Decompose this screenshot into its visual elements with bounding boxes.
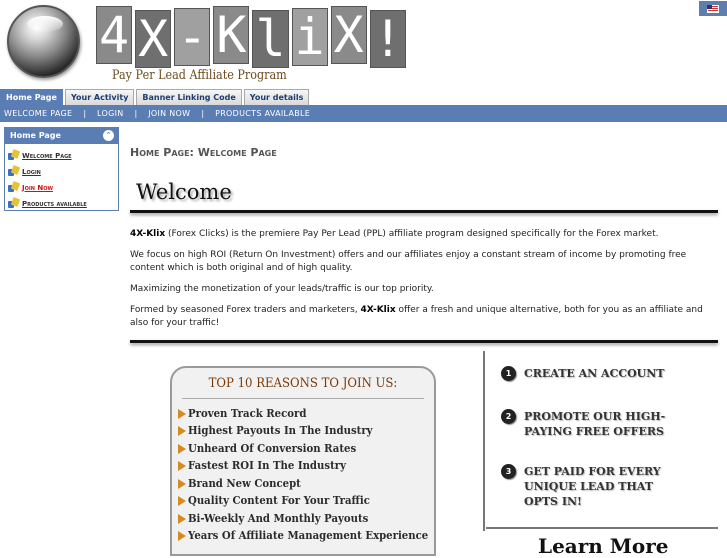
nav-login[interactable]: LOGIN: [97, 109, 124, 118]
divider: [130, 210, 718, 213]
paragraph-text: Maximizing the monetization of your leads/traffic is our top priority.: [130, 284, 434, 294]
main-tabs: [0, 89, 311, 105]
paragraph-text: offer a fresh and unique alternative, both for you as an affiliate and also for your traffic!: [130, 305, 703, 328]
arrow-right-icon: [178, 479, 186, 489]
step-number: 2: [501, 409, 516, 424]
tab-your-activity[interactable]: Your Activity: [65, 89, 134, 105]
sidebar-item-label[interactable]: Products available: [22, 199, 87, 208]
arrow-right-icon: [178, 531, 186, 541]
reason-text: Unheard Of Conversion Rates: [188, 442, 357, 455]
step-get-paid: [501, 464, 661, 509]
reason-text: Fastest ROI In The Industry: [188, 459, 346, 472]
reason-item: [178, 407, 317, 420]
arrow-right-icon: [178, 514, 186, 524]
reasons-title: TOP 10 REASONS TO JOIN US:: [208, 376, 398, 391]
learn-more-link[interactable]: Learn More: [538, 534, 669, 558]
site-logo[interactable]: [96, 6, 409, 68]
users-icon: [8, 198, 19, 209]
intro-paragraph: [130, 228, 720, 241]
reason-item: [178, 529, 449, 542]
sidebar-header: [5, 128, 118, 144]
paragraph-text: (Forex Clicks) is the premiere Pay Per Lead (PPL) affiliate program designed specifically for the Forex market.: [165, 229, 659, 239]
nav-products-available[interactable]: PRODUCTS AVAILABLE: [215, 109, 311, 118]
step-text: GET PAID FOR EVERY UNIQUE LEAD THAT OPTS IN!: [524, 465, 661, 508]
logo-letter: !: [370, 10, 406, 68]
logo-letter: l: [252, 10, 288, 68]
closing-paragraph: [130, 304, 720, 330]
collapse-icon[interactable]: ⌃: [103, 130, 114, 141]
reason-item: [178, 424, 389, 437]
arrow-right-icon: [178, 461, 186, 471]
sidebar-item-products-available[interactable]: [5, 196, 118, 211]
nav-separator: |: [83, 109, 87, 118]
logo-letter: 4: [96, 6, 132, 64]
users-icon: [8, 182, 19, 193]
reason-item: [178, 477, 311, 490]
step-promote-offers: [501, 409, 665, 439]
arrow-right-icon: [178, 409, 186, 419]
arrow-right-icon: [178, 444, 186, 454]
sidebar-item-login[interactable]: [5, 164, 118, 179]
reason-text: Bi-Weekly And Monthly Payouts: [188, 512, 369, 525]
nav-join-now[interactable]: JOIN NOW: [148, 109, 191, 118]
sidebar-item-label[interactable]: Join Now: [22, 183, 53, 192]
sidebar-item-label[interactable]: Welcome Page: [22, 151, 72, 160]
logo-letter: i: [292, 8, 328, 66]
arrow-right-icon: [178, 496, 186, 506]
step-number: 3: [501, 464, 516, 479]
divider: [483, 351, 485, 531]
step-text: PROMOTE OUR HIGH- PAYING FREE OFFERS: [524, 410, 666, 438]
reasons-panel: [170, 366, 436, 556]
reason-item: [178, 512, 384, 525]
reason-text: Proven Track Record: [188, 407, 307, 420]
tab-home-page[interactable]: Home Page: [0, 89, 63, 105]
tab-banner-linking-code[interactable]: Banner Linking Code: [136, 89, 241, 105]
reason-item: [178, 494, 386, 507]
paragraph-text: We focus on high ROI (Return On Investment) offers and our affiliates enjoy a constant stream of income by promoting free content which is both original and of high quality.: [130, 250, 687, 273]
divider: [486, 527, 718, 529]
paragraph-text: Formed by seasoned Forex traders and marketers,: [130, 305, 361, 315]
sidebar-item-welcome-page[interactable]: [5, 148, 118, 163]
users-icon: [8, 166, 19, 177]
sidebar-item-label[interactable]: Login: [22, 167, 41, 176]
divider: [130, 340, 718, 343]
us-flag-icon[interactable]: [699, 1, 727, 16]
sidebar-panel: [4, 127, 119, 211]
reason-text: Highest Payouts In The Industry: [188, 424, 373, 437]
logo-letter: X: [135, 10, 171, 68]
step-text: CREATE AN ACCOUNT: [524, 367, 665, 380]
nav-welcome-page[interactable]: WELCOME PAGE: [4, 109, 73, 118]
site-header: [0, 0, 727, 89]
reason-item: [178, 442, 371, 455]
page-breadcrumb: Home Page: Welcome Page: [130, 146, 277, 159]
site-tagline: Pay Per Lead Affiliate Program: [112, 68, 287, 83]
logo-orb-icon: [7, 5, 80, 78]
reason-text: Years Of Affiliate Management Experience: [188, 529, 429, 542]
nav-separator: |: [201, 109, 205, 118]
divider: [182, 398, 424, 399]
reason-item: [178, 459, 360, 472]
logo-letter: K: [213, 6, 249, 64]
tab-your-details[interactable]: Your details: [244, 89, 310, 105]
reason-text: Brand New Concept: [188, 477, 301, 490]
arrow-right-icon: [178, 426, 186, 436]
brand-name: 4X-Klix: [130, 229, 166, 239]
brand-name: 4X-Klix: [360, 305, 396, 315]
reason-text: Quality Content For Your Traffic: [188, 494, 370, 507]
step-create-account: [501, 366, 665, 381]
page-title: Welcome: [136, 180, 232, 204]
logo-letter: X: [331, 6, 367, 64]
sidebar-title: Home Page: [10, 131, 61, 140]
nav-separator: |: [134, 109, 138, 118]
sidebar-item-join-now[interactable]: [5, 180, 118, 195]
users-icon: [8, 150, 19, 161]
logo-letter: -: [174, 8, 210, 66]
step-number: 1: [501, 366, 516, 381]
sub-navigation: [0, 105, 727, 122]
